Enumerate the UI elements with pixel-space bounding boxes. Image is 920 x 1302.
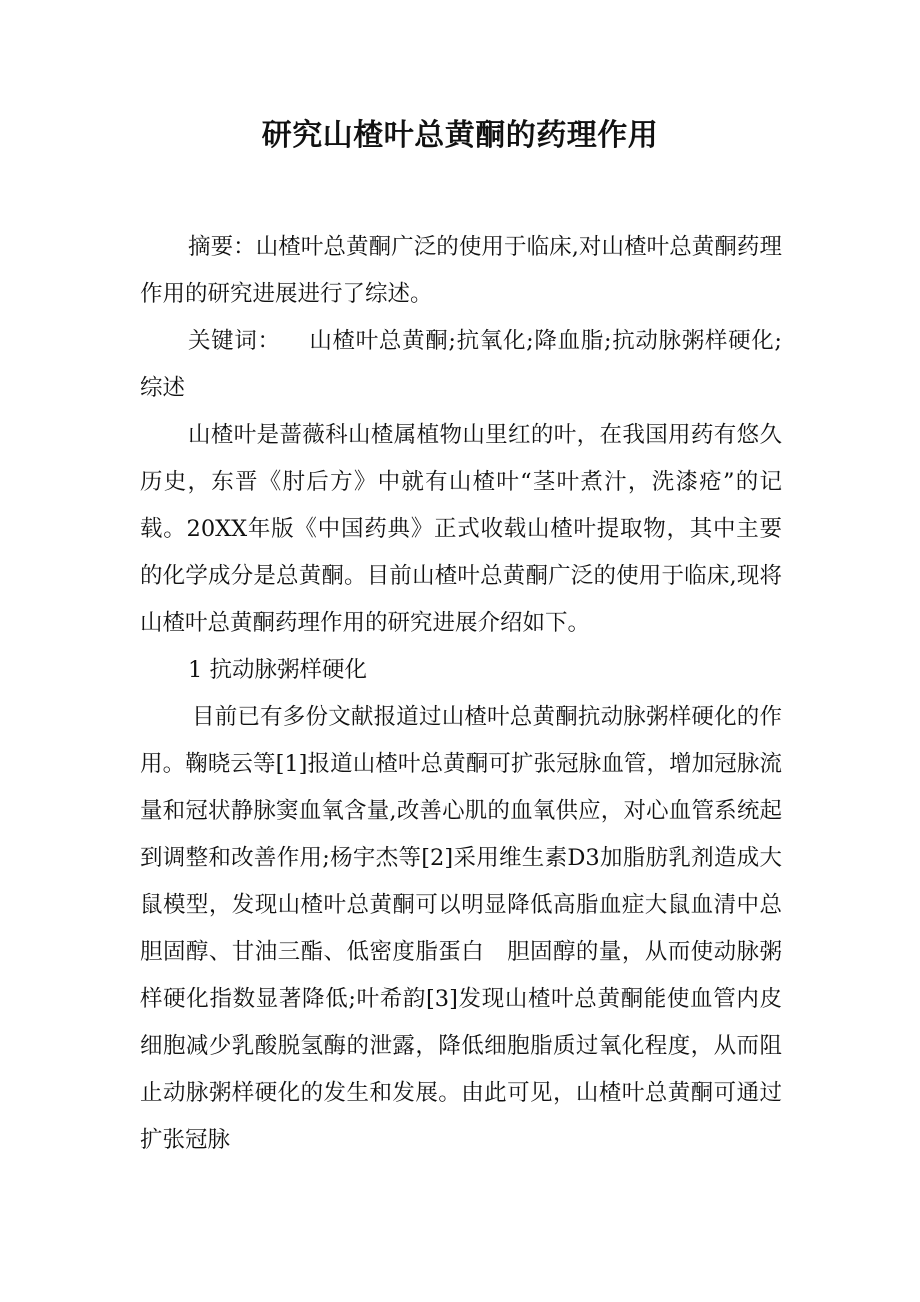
section-1-heading: 1 抗动脉粥样硬化 (188, 657, 367, 683)
section-1-paragraph: 目前已有多份文献报道过山楂叶总黄酮抗动脉粥样硬化的作用。鞠晓云等[1]报道山楂叶总黄酮可扩张冠脉血管，增加冠脉流量和冠状静脉窦血氧含量,改善心肌的血氧供应，对心血管系统起到调整和改善作用;杨宇杰等[2]采用维生素D3加脂肪乳剂造成大鼠模型，发现山楂叶总黄酮可以明显降低高脂血症大鼠血清中总胆固醇、甘油三酯、低密度脂蛋白 胆固醇的量，从而使动脉粥样硬化指数显著降低;叶希韵[3]发现山楂叶总黄酮能使血管内皮细胞减少乳酸脱氢酶的泄露，降低细胞脂质过氧化程度，从而阻止动脉粥样硬化的发生和发展。由此可见，山楂叶总黄酮可通过扩张冠脉 (140, 704, 782, 1153)
keywords-label: 关键词： (188, 328, 281, 354)
keywords-text: 山楂叶总黄酮;抗氧化;降血脂;抗动脉粥样硬化;综述 (140, 328, 782, 401)
intro-paragraph: 山楂叶是蔷薇科山楂属植物山里红的叶，在我国用药有悠久历史，东晋《肘后方》中就有山楂叶“茎叶煮汁，洗漆疮”的记载。20XX年版《中国药典》正式收载山楂叶提取物，其中主要的化学成分是总黄酮。目前山楂叶总黄酮广泛的使用于临床,现将山楂叶总黄酮药理作用的研究进展介绍如下。 (140, 422, 782, 636)
abstract-paragraph: 摘要：山楂叶总黄酮广泛的使用于临床,对山楂叶总黄酮药理作用的研究进展进行了综述。 (140, 234, 782, 307)
document-body (140, 224, 782, 1164)
document-title: 研究山楂叶总黄酮的药理作用 (261, 118, 659, 153)
keywords-paragraph (140, 318, 782, 412)
